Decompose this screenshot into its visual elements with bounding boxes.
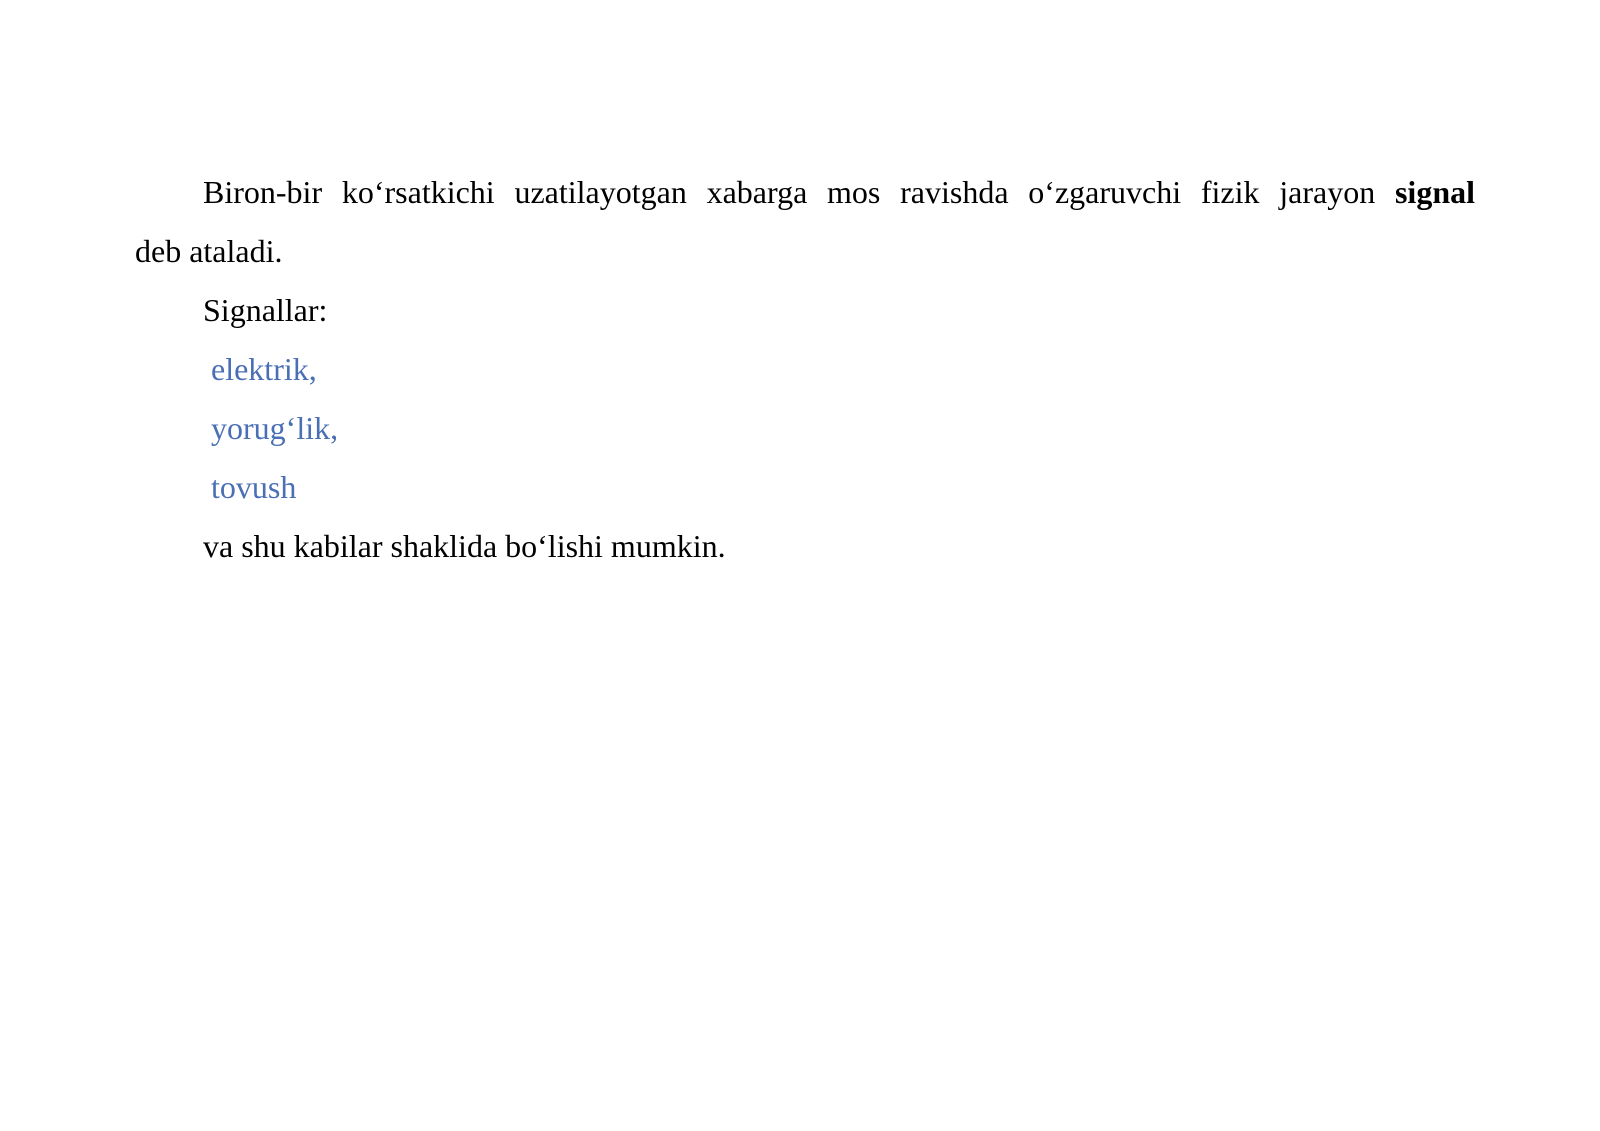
definition-term-signal: signal bbox=[1394, 174, 1475, 210]
list-item-sound: tovush bbox=[211, 469, 297, 505]
paragraph-definition-line-2: deb ataladi. bbox=[135, 233, 283, 269]
list-item-electric: elektrik, bbox=[211, 351, 317, 387]
paragraph-definition-line-1 bbox=[135, 163, 1475, 222]
list-item-light: yorug‘lik, bbox=[211, 410, 339, 446]
document-body bbox=[135, 163, 1475, 576]
closing-sentence: va shu kabilar shaklida bo‘lishi mumkin. bbox=[203, 528, 726, 564]
definition-text: Biron-bir ko‘rsatkichi uzatilayotgan xabarga mos ravishda o‘zgaruvchi fizik jarayon bbox=[203, 174, 1395, 210]
list-heading: Signallar: bbox=[203, 292, 328, 328]
